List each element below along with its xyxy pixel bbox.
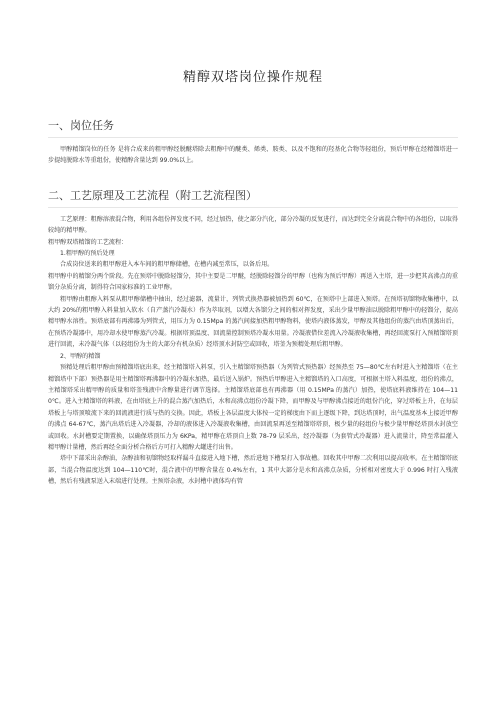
paragraph-process-principle: 工艺原理：粗醇溶液混合物，利用各组份挥发度不同，经过加热，使之部分汽化，部分冷凝的反复进行，而达到完全分离混合物中的各组份，以取得较纯的精甲醇。: [48, 215, 458, 235]
paragraph-fusel-oil: 塔中下部采出杂醇油，杂醇油和初馏物经取样漏斗直接进入地下槽，然后进地下槽泵打入事故槽。回收其中甲醇二次利用以提高收率。在主精馏塔底部，当混合物温度达到 104—110℃时，混合液中的甲醇含量在 0.4%左右，1 其中大部分是水和高沸点杂质，分析相对密度大于 0.996 时打入残液槽，然后有残液泵送入末端进行处理。主预塔杂液，水封槽中液体均有管: [48, 455, 458, 486]
paragraph-storage: 合成岗位送来的粗甲醇进入本车间的粗甲醇储槽，在槽内减至常压，以备后用。: [60, 261, 274, 269]
section-heading-job-task: 一、岗位任务: [48, 119, 114, 132]
subheading-distillation: 2、甲醇的精馏: [60, 352, 101, 360]
paragraph-two-stages: 粗甲醇中的精馏分两个阶段。先在预塔中脱除轻馏分，其中主要是二甲醚，经脱除轻馏分的甲醇（也称为预后甲醇）再送入主塔，进一步把其高沸点的重馏分杂质分离，制得符合国家标准的工业甲醇。: [48, 272, 458, 292]
paragraph-process-flow-intro: 粗甲醇双塔精馏的工艺流程：: [48, 238, 128, 246]
section-divider: [48, 207, 458, 208]
section-divider: [48, 137, 458, 138]
subheading-pretreatment: 1.粗甲醇的预后处理: [60, 250, 115, 258]
paragraph-job-task: 甲醇精馏岗位的任务 是将合成来的粗甲醇经脱醚塔除去粗醇中的醚类、烯类、胺类、以及不饱和的羟基化合物等轻组份，预后甲醇在经精馏塔进一步提纯脱除水等重组份，使精醇含量达到 99.0%以上。: [48, 146, 458, 165]
document-title: 精醇双塔岗位操作规程: [182, 70, 323, 85]
section-heading-process: 二、工艺原理及工艺流程（附工艺流程图）: [48, 188, 257, 202]
paragraph-main-tower: 预精处理后粗甲醇由预精馏塔底出来，经主精馏塔入料泵，引入主精馏塔预热器（为列管式预热器）经预热至 75—80℃左右时进入主精馏塔（在主精馏塔中下部）预热器是用主精馏塔再沸器中的冷凝水加热，最后送入锅炉。预热后甲醇进入主精馏塔的入口高度，可根据主塔入料温度，组份的沸点，主精馏塔采出精甲醇的质量和塔釜残液中含醇量进行调节选择。主精馏塔底部也有再沸器（用 0.15MPa 的蒸汽）加热，使塔底料液维持在 104—110℃。进入主精馏塔的料液，在由塔底上升的混合蒸汽加热后，水和高沸点组份冷凝下降，而甲醇及与甲醇沸点接近的组份汽化，穿过塔板上升，在每层塔板上与塔顶喷流下来的回流液进行质与热的交换。因此，塔板上各层温度大体按一定的梯度由下而上逐级下降，到达塔顶时，出气温度基本上接近甲醇的沸点 64-67℃，蒸汽出塔后进入冷凝器，冷却的液体进入冷凝液收集槽，由回流泵再送至精馏塔塔顶，极少量的轻组份与极少量甲醇经塔顶水封放空或回收。水封槽要定期置换，以确保塔顶压力为 6KPa，精甲醇在塔顶自上数 78-79 层采出，经冷凝器（为套管式冷凝器）进入流量计，降至常温灌入精甲醇计量槽，然后再经全面分析合格后方可打入精醇大罐进行出售。: [48, 364, 458, 451]
document-page: [48, 0, 458, 488]
paragraph-pre-tower: 粗甲醇由粗醇入料泵从粗甲醇储槽中抽出，经过滤器，流量计，列管式换热器被加热到 60℃，在预塔中上部进入预塔。在预塔初馏物收集槽中，以大约 20%的粗甲醇入料量加入软水（自产蒸汽冷凝水）作为萃取剂，以增大各馏分之间的相对挥发度，采出少量甲醇油以脱除粗甲醇中的轻馏分，提高精甲醇水溶性。预塔底部有再沸器为列管式，用压力为 0.15Mpa 的蒸汽间接加热粗甲醇物料，使塔内液体蒸发，甲醇及其他组份的蒸汽由塔顶蒸出后，在预塔冷凝器中，用冷却水使甲醇蒸汽冷凝。根据塔顶温度、回流量控制预塔冷凝水用量。冷凝液借位差流入冷凝液收集槽，再经回流泵打入预精馏塔顶进行回流，未冷凝气体（以轻组份为主的大部分有机杂质）经塔顶水封防空或回收，塔釜为预精处理后粗甲醇。: [48, 295, 458, 349]
